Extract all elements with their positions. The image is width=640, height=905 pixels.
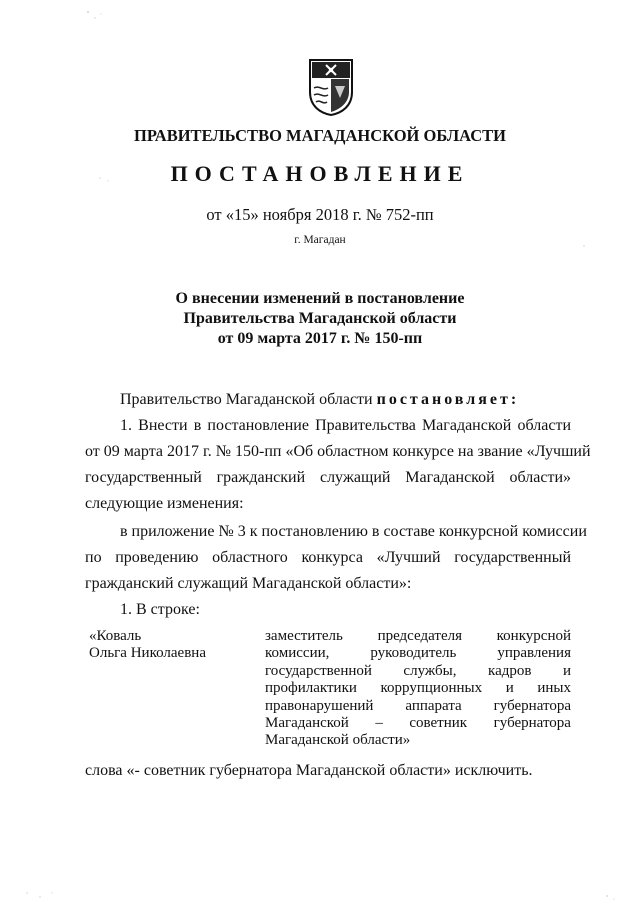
position-word: Магаданской xyxy=(265,714,349,731)
position-word: службы, xyxy=(403,662,457,679)
position-word: руководитель xyxy=(370,645,457,662)
preamble-emphasis: постановляет: xyxy=(376,391,520,408)
position-word: конкурсной xyxy=(496,628,571,644)
subject-line: от 09 марта 2017 г. № 150-пп xyxy=(217,330,423,347)
position-word: кадров xyxy=(488,662,532,679)
position-word: государственной xyxy=(265,662,372,679)
position-word: аппарата xyxy=(405,697,462,714)
instruction-text: слова «- советник губернатора Магаданской области» исключить. xyxy=(85,762,533,779)
appendix-line: в приложение № 3 к постановлению в составе конкурсной комиссии xyxy=(120,523,587,540)
subject-line: Правительства Магаданской области xyxy=(183,310,457,327)
position-word: иных xyxy=(537,680,571,697)
organization-title: ПРАВИТЕЛЬСТВО МАГАДАНСКОЙ ОБЛАСТИ xyxy=(134,126,506,145)
item1-last-line: следующие изменения: xyxy=(85,495,244,512)
position-word: коррупционных xyxy=(380,680,483,697)
position-word: комиссии, xyxy=(265,645,330,662)
subitem-label: 1. В строке: xyxy=(120,601,200,618)
preamble-text: Правительство Магаданской области xyxy=(120,391,373,408)
item1-line: государственный гражданский служащий Магаданской области» xyxy=(85,469,571,486)
position-word: председателя xyxy=(377,628,462,644)
position-word: и xyxy=(505,680,514,697)
appendix-last-line: гражданский служащий Магаданской области»: xyxy=(85,575,412,592)
position-word: заместитель xyxy=(265,628,343,644)
position-last-line: Магаданской области» xyxy=(265,732,411,749)
position-word: правонарушений xyxy=(265,697,374,714)
position-word: советник xyxy=(409,714,468,731)
item1-line: 1. Внести в постановление Правительства Магаданской области xyxy=(120,417,571,434)
document-type-heading: ПОСТАНОВЛЕНИЕ xyxy=(170,161,470,186)
position-word: управления xyxy=(497,645,571,662)
position-word: губернатора xyxy=(493,714,571,731)
position-word: профилактики xyxy=(265,680,357,697)
name-line: «Коваль xyxy=(89,628,142,644)
position-word: и xyxy=(562,662,571,679)
appendix-line: по проведению областного конкурса «Лучший государственный xyxy=(85,549,571,566)
subject-line: О внесении изменений в постановление xyxy=(175,290,465,307)
item1-line: от 09 марта 2017 г. № 150-пп «Об областном конкурсе на звание «Лучший xyxy=(85,443,591,460)
city-name: г. Магадан xyxy=(294,234,346,246)
position-word: – xyxy=(375,714,383,731)
name-line: Ольга Николаевна xyxy=(89,645,206,661)
document-date-number: от «15» ноября 2018 г. № 752-пп xyxy=(206,205,434,224)
position-word: губернатора xyxy=(493,697,571,714)
